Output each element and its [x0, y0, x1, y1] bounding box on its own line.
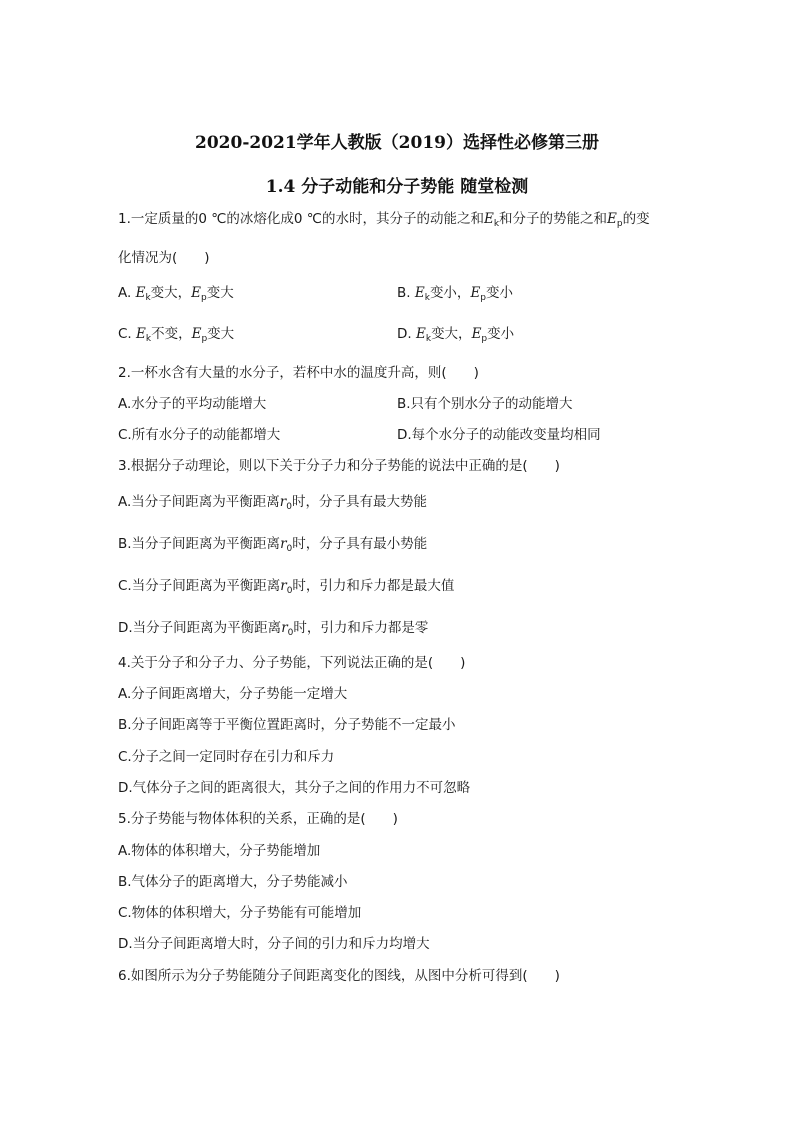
- question-2-option-d: D.每个水分子的动能改变量均相同: [397, 427, 601, 443]
- question-1-stem: 1.一定质量的0 ℃的冰熔化成0 ℃的水时，其分子的动能之和$E_k$和分子的势能之和$E_p$的变: [118, 211, 650, 229]
- document-subtitle: 1.4 分子动能和分子势能 随堂检测: [265, 177, 529, 197]
- question-3-option-a: A.当分子间距离为平衡距离$r_0$时，分子具有最大势能: [118, 494, 427, 512]
- question-4-option-d: D.气体分子之间的距离很大，其分子之间的作用力不可忽略: [118, 780, 471, 796]
- question-4-option-b: B.分子间距离等于平衡位置距离时，分子势能不一定最小: [118, 717, 456, 733]
- question-3-option-c: C.当分子间距离为平衡距离$r_0$时，引力和斥力都是最大值: [118, 578, 455, 596]
- question-5-option-c: C.物体的体积增大，分子势能有可能增加: [118, 905, 362, 921]
- question-3-option-b: B.当分子间距离为平衡距离$r_0$时，分子具有最小势能: [118, 536, 428, 554]
- question-5-option-b: B.气体分子的距离增大，分子势能减小: [118, 874, 348, 890]
- question-4-stem: 4.关于分子和分子力、分子势能，下列说法正确的是( ): [118, 655, 466, 671]
- question-2-option-c: C.所有水分子的动能都增大: [118, 427, 281, 443]
- question-4-option-c: C.分子之间一定同时存在引力和斥力: [118, 749, 335, 765]
- question-1-option-b: B. $E_k$变小，$E_p$变小: [397, 285, 514, 303]
- question-1-option-c: C. $E_k$不变，$E_p$变大: [118, 326, 235, 344]
- question-5-option-a: A.物体的体积增大，分子势能增加: [118, 843, 321, 859]
- question-4-option-a: A.分子间距离增大，分子势能一定增大: [118, 686, 348, 702]
- question-1-stem-cont: 化情况为( ): [118, 250, 210, 266]
- question-2-option-a: A.水分子的平均动能增大: [118, 396, 267, 412]
- question-3-stem: 3.根据分子动理论，则以下关于分子力和分子势能的说法中正确的是( ): [118, 458, 560, 474]
- question-5-option-d: D.当分子间距离增大时，分子间的引力和斥力均增大: [118, 936, 430, 952]
- question-1-option-d: D. $E_k$变大，$E_p$变小: [397, 326, 515, 344]
- question-1-option-a: A. $E_k$变大，$E_p$变大: [118, 285, 234, 303]
- question-5-stem: 5.分子势能与物体体积的关系，正确的是( ): [118, 811, 398, 827]
- question-6-stem: 6.如图所示为分子势能随分子间距离变化的图线，从图中分析可得到( ): [118, 968, 560, 984]
- question-3-option-d: D.当分子间距离为平衡距离$r_0$时，引力和斥力都是零: [118, 620, 429, 638]
- document-title: 2020-2021学年人教版（2019）选择性必修第三册: [195, 133, 599, 153]
- question-2-stem: 2.一杯水含有大量的水分子，若杯中水的温度升高，则( ): [118, 365, 479, 381]
- question-2-option-b: B.只有个别水分子的动能增大: [397, 396, 573, 412]
